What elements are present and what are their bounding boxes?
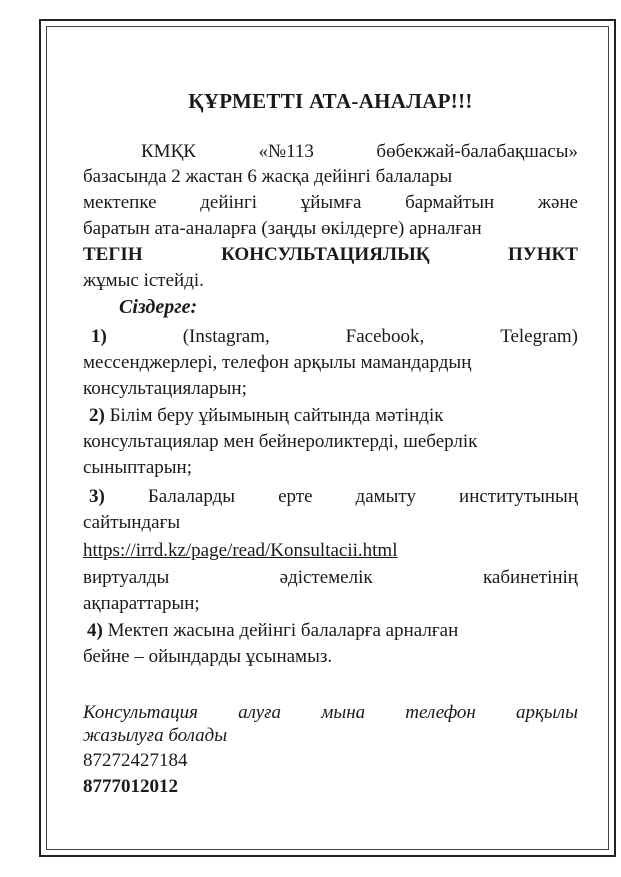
contact-word: арқылы xyxy=(516,702,578,723)
item-number: 3) xyxy=(89,486,105,507)
item-4-line-1 xyxy=(83,620,582,642)
item-word: Telegram) xyxy=(500,326,578,347)
item-word: (Instagram, xyxy=(182,326,270,347)
page-title: ҚҰРМЕТТІ АТА-АНАЛАР!!! xyxy=(188,89,473,113)
intro-line-1 xyxy=(83,141,578,163)
intro-word: КОНСУЛЬТАЦИЯЛЫҚ xyxy=(221,244,430,265)
item-2-line-1 xyxy=(83,405,584,427)
intro-word: дейінгі xyxy=(200,192,258,213)
intro-line-5-free-consultation xyxy=(83,244,578,266)
item-word: институтының xyxy=(459,486,578,507)
contact-word: телефон xyxy=(405,702,476,723)
phone-number-1: 87272427184 xyxy=(83,750,188,771)
item-text: Білім беру ұйымының сайтында мәтіндік xyxy=(109,405,444,426)
item-word: Facebook, xyxy=(345,326,425,347)
intro-word: ПУНКТ xyxy=(508,244,578,265)
consultation-link[interactable]: https://irrd.kz/page/read/Konsultacii.html xyxy=(83,540,398,561)
offer-heading: Сіздерге: xyxy=(119,296,198,318)
item-3-line-1 xyxy=(83,486,578,508)
contact-word: алуға xyxy=(238,702,282,723)
item-3-line-2: сайтындағы xyxy=(83,512,181,533)
intro-word: бармайтын xyxy=(405,192,495,213)
contact-word: Консультация xyxy=(83,702,199,723)
intro-line-3 xyxy=(83,192,578,214)
intro-word: мектепке xyxy=(83,192,157,213)
item-word: кабинетінің xyxy=(482,567,578,588)
item-text: Мектеп жасына дейінгі балаларға арналған xyxy=(107,620,459,641)
item-4-line-2: бейне – ойындарды ұсынамыз. xyxy=(83,646,333,667)
intro-word: КМҚК xyxy=(141,141,196,162)
item-3-line-3 xyxy=(83,567,578,589)
contact-word: мына xyxy=(321,702,366,723)
item-word: Балаларды xyxy=(147,486,236,507)
item-2-line-3: сыныптарын; xyxy=(83,457,192,478)
phone-number-2: 8777012012 xyxy=(83,776,178,797)
intro-word: бөбекжай-балабақшасы» xyxy=(376,141,578,162)
item-3-link-line xyxy=(83,540,578,562)
item-number: 4) xyxy=(87,620,103,641)
intro-line-2: базасында 2 жастан 6 жасқа дейінгі балалары xyxy=(83,166,453,187)
contact-line-2: жазылуға болады xyxy=(83,725,228,746)
item-1-line-3: консультацияларын; xyxy=(83,378,247,399)
intro-word: ұйымға xyxy=(300,192,362,213)
contact-line-1 xyxy=(83,702,578,724)
item-word: виртуалды xyxy=(83,567,170,588)
intro-word: және xyxy=(537,192,578,213)
item-1-line-2: мессенджерлері, телефон арқылы мамандардың xyxy=(83,352,472,373)
item-number: 2) xyxy=(89,405,105,426)
item-2-line-2: консультациялар мен бейнероликтерді, шеберлік xyxy=(83,431,478,452)
item-1-line-1 xyxy=(83,326,578,348)
intro-word: ТЕГІН xyxy=(83,244,143,265)
item-number: 1) xyxy=(91,326,107,347)
item-word: әдістемелік xyxy=(279,567,373,588)
item-word: ерте xyxy=(278,486,313,507)
intro-word: «№113 xyxy=(258,141,314,162)
item-3-line-4: ақпараттарын; xyxy=(83,593,200,614)
intro-line-4: баратын ата-аналарға (заңды өкілдерге) арналған xyxy=(83,218,482,239)
intro-line-6: жұмыс істейді. xyxy=(83,270,204,291)
item-word: дамыту xyxy=(355,486,416,507)
